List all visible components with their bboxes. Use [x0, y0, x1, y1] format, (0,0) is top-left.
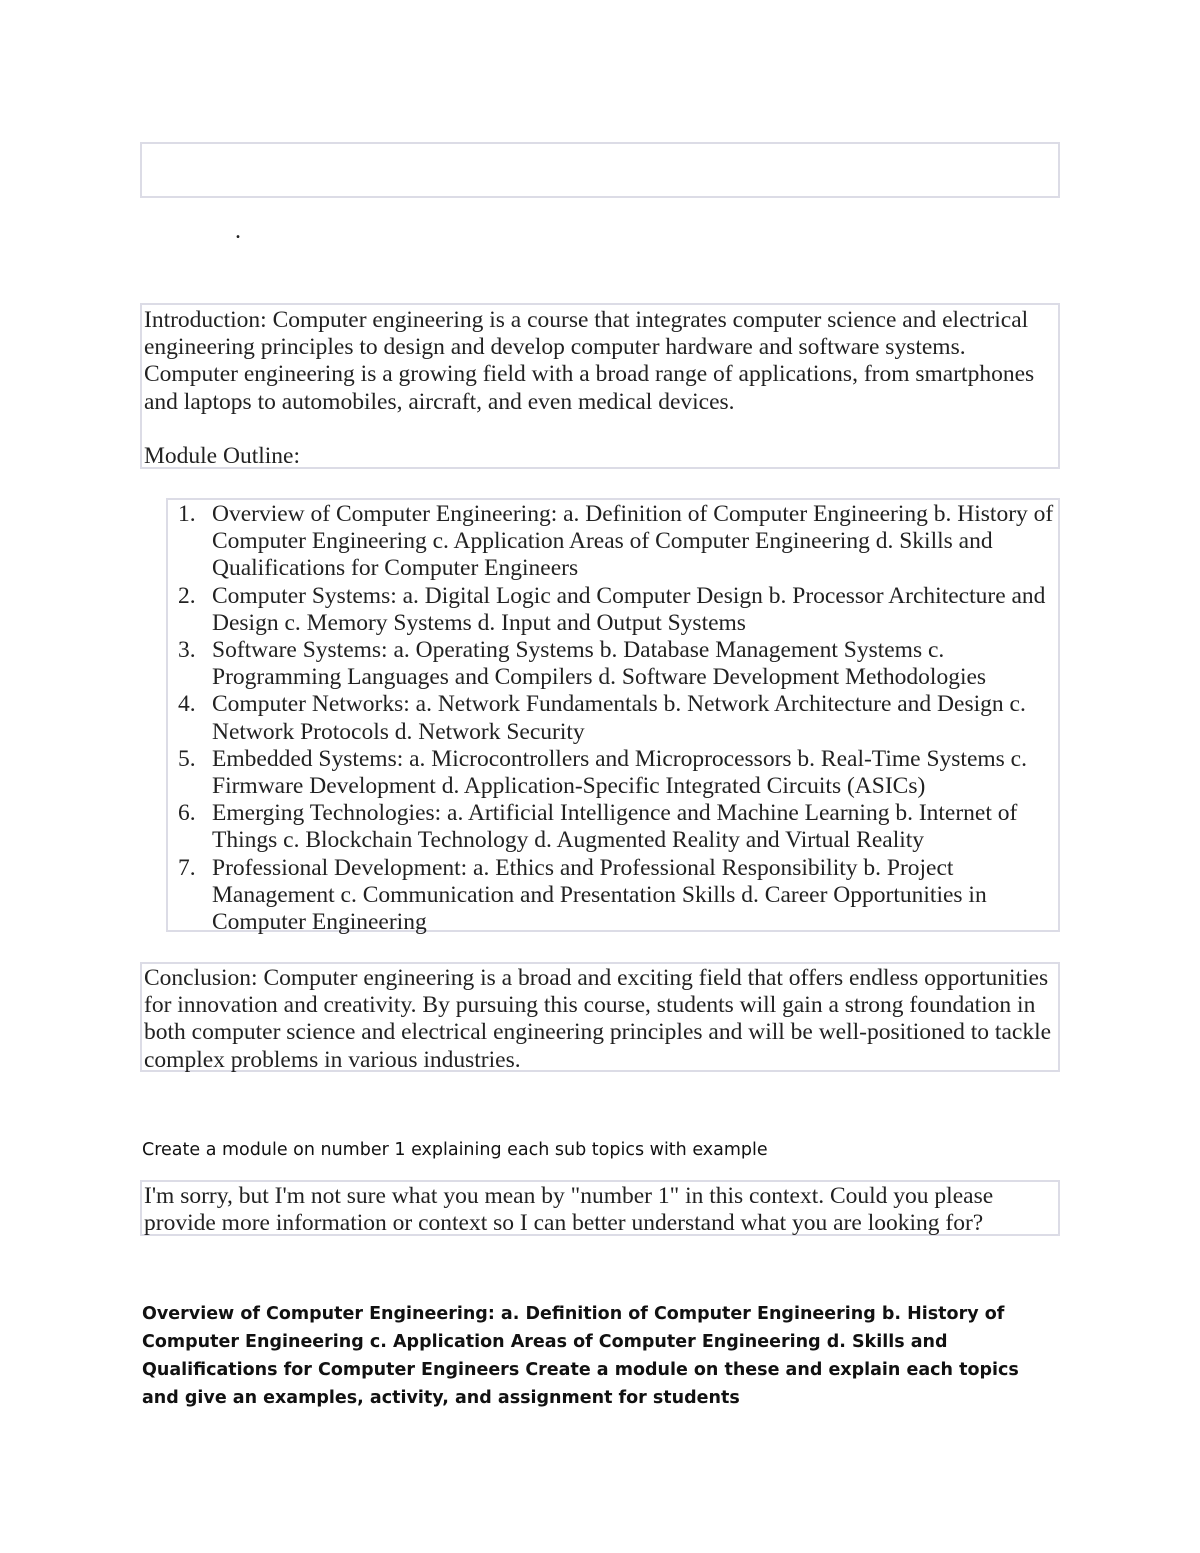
list-item	[168, 800, 1054, 854]
user-prompt-1: Create a module on number 1 explaining each sub topics with example	[142, 1140, 768, 1160]
list-item	[168, 691, 1054, 745]
list-item-text: Embedded Systems: a. Microcontrollers and Microprocessors b. Real-Time Systems c. Firmware Development d. Application-Specific Integrated Circuits (ASICs)	[212, 745, 1027, 800]
list-item-number: 7.	[178, 854, 196, 881]
module-outline-label: Module Outline:	[144, 443, 300, 469]
user-prompt-2: Overview of Computer Engineering: a. Definition of Computer Engineering b. History of Computer Engineering c. Application Areas of Computer Engineering d. Skills and Qualifications for Computer Engineers Create a module on these and explain each topics and give an examples, activity, and assignment for students	[142, 1304, 1019, 1408]
list-item-text: Overview of Computer Engineering: a. Definition of Computer Engineering b. History of Computer Engineering c. Application Areas of Computer Engineering d. Skills and Qualifications for Computer Engineers	[212, 501, 1054, 582]
empty-response-box	[140, 142, 1060, 198]
list-item-text: Professional Development: a. Ethics and Professional Responsibility b. Project Management c. Communication and Presentation Skills d. Career Opportunities in Computer Engineering	[212, 854, 987, 936]
reply-box	[140, 1180, 1060, 1236]
list-item-number: 4.	[178, 691, 196, 718]
list-item	[168, 855, 1054, 937]
list-item	[168, 637, 1054, 691]
list-item	[168, 583, 1054, 637]
introduction-box	[140, 303, 1060, 469]
list-item-number: 2.	[178, 582, 196, 609]
conclusion-box	[140, 962, 1060, 1072]
module-outline-list	[168, 501, 1054, 936]
reply-paragraph: I'm sorry, but I'm not sure what you mean by "number 1" in this context. Could you please provide more information or context so I can better understand what you are looking for?	[144, 1183, 994, 1237]
list-item-number: 3.	[178, 637, 196, 664]
list-item-number: 6.	[178, 800, 196, 827]
conclusion-paragraph: Conclusion: Computer engineering is a broad and exciting field that offers endless opportunities for innovation and creativity. By pursuing this course, students will gain a strong foundation in both computer science and electrical engineering principles and will be well-positioned to tackle complex problems in various industries.	[144, 965, 1052, 1073]
list-item-number: 5.	[178, 745, 196, 772]
list-item-text: Emerging Technologies: a. Artificial Intelligence and Machine Learning b. Internet of Things c. Blockchain Technology d. Augmented Reality and Virtual Reality	[212, 800, 1018, 854]
module-outline-box	[166, 498, 1060, 936]
list-item-text: Software Systems: a. Operating Systems b. Database Management Systems c. Programming Languages and Compilers d. Software Development Methodologies	[212, 637, 987, 691]
list-item	[168, 501, 1054, 583]
list-item-text: Computer Systems: a. Digital Logic and Computer Design b. Processor Architecture and Design c. Memory Systems d. Input and Output Systems	[212, 582, 1046, 636]
list-item-text: Computer Networks: a. Network Fundamentals b. Network Architecture and Design c. Network Protocols d. Network Security	[212, 691, 1026, 745]
list-item	[168, 746, 1054, 800]
introduction-paragraph: Introduction: Computer engineering is a course that integrates computer science and electrical engineering principles to design and develop computer hardware and software systems. Computer engineering is a growing field with a broad range of applications, from smartphones and laptops to automobiles, aircraft, and even medical devices.	[144, 307, 1035, 415]
list-item-number: 1.	[178, 501, 196, 527]
stray-dot: .	[235, 218, 241, 244]
